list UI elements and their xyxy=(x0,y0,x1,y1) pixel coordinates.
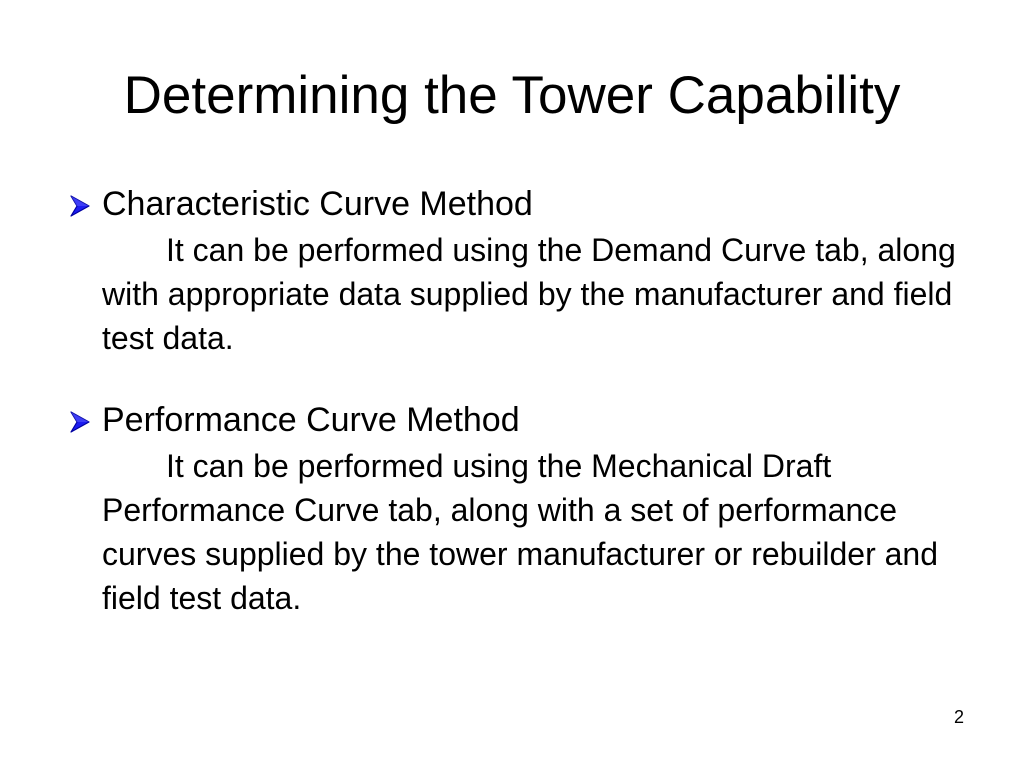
bullet-list xyxy=(62,180,982,620)
arrow-bullet-icon xyxy=(68,194,92,218)
page-number: 2 xyxy=(953,707,964,727)
bullet-heading: Characteristic Curve Method xyxy=(102,185,533,223)
slide-title: Determining the Tower Capability xyxy=(123,66,901,125)
bullet-body: It can be performed using the Mechanical Draft Performance Curve tab, along with a set of performance curves supplied by the tower manufacturer or rebuilder and field test data. xyxy=(102,448,938,616)
bullet-item-characteristic-curve xyxy=(62,180,982,360)
bullet-body: It can be performed using the Demand Curve tab, along with appropriate data supplied by the manufacturer and field test data. xyxy=(102,232,956,356)
arrow-bullet-icon xyxy=(68,410,92,434)
bullet-heading: Performance Curve Method xyxy=(102,401,520,439)
bullet-item-performance-curve xyxy=(62,396,982,620)
